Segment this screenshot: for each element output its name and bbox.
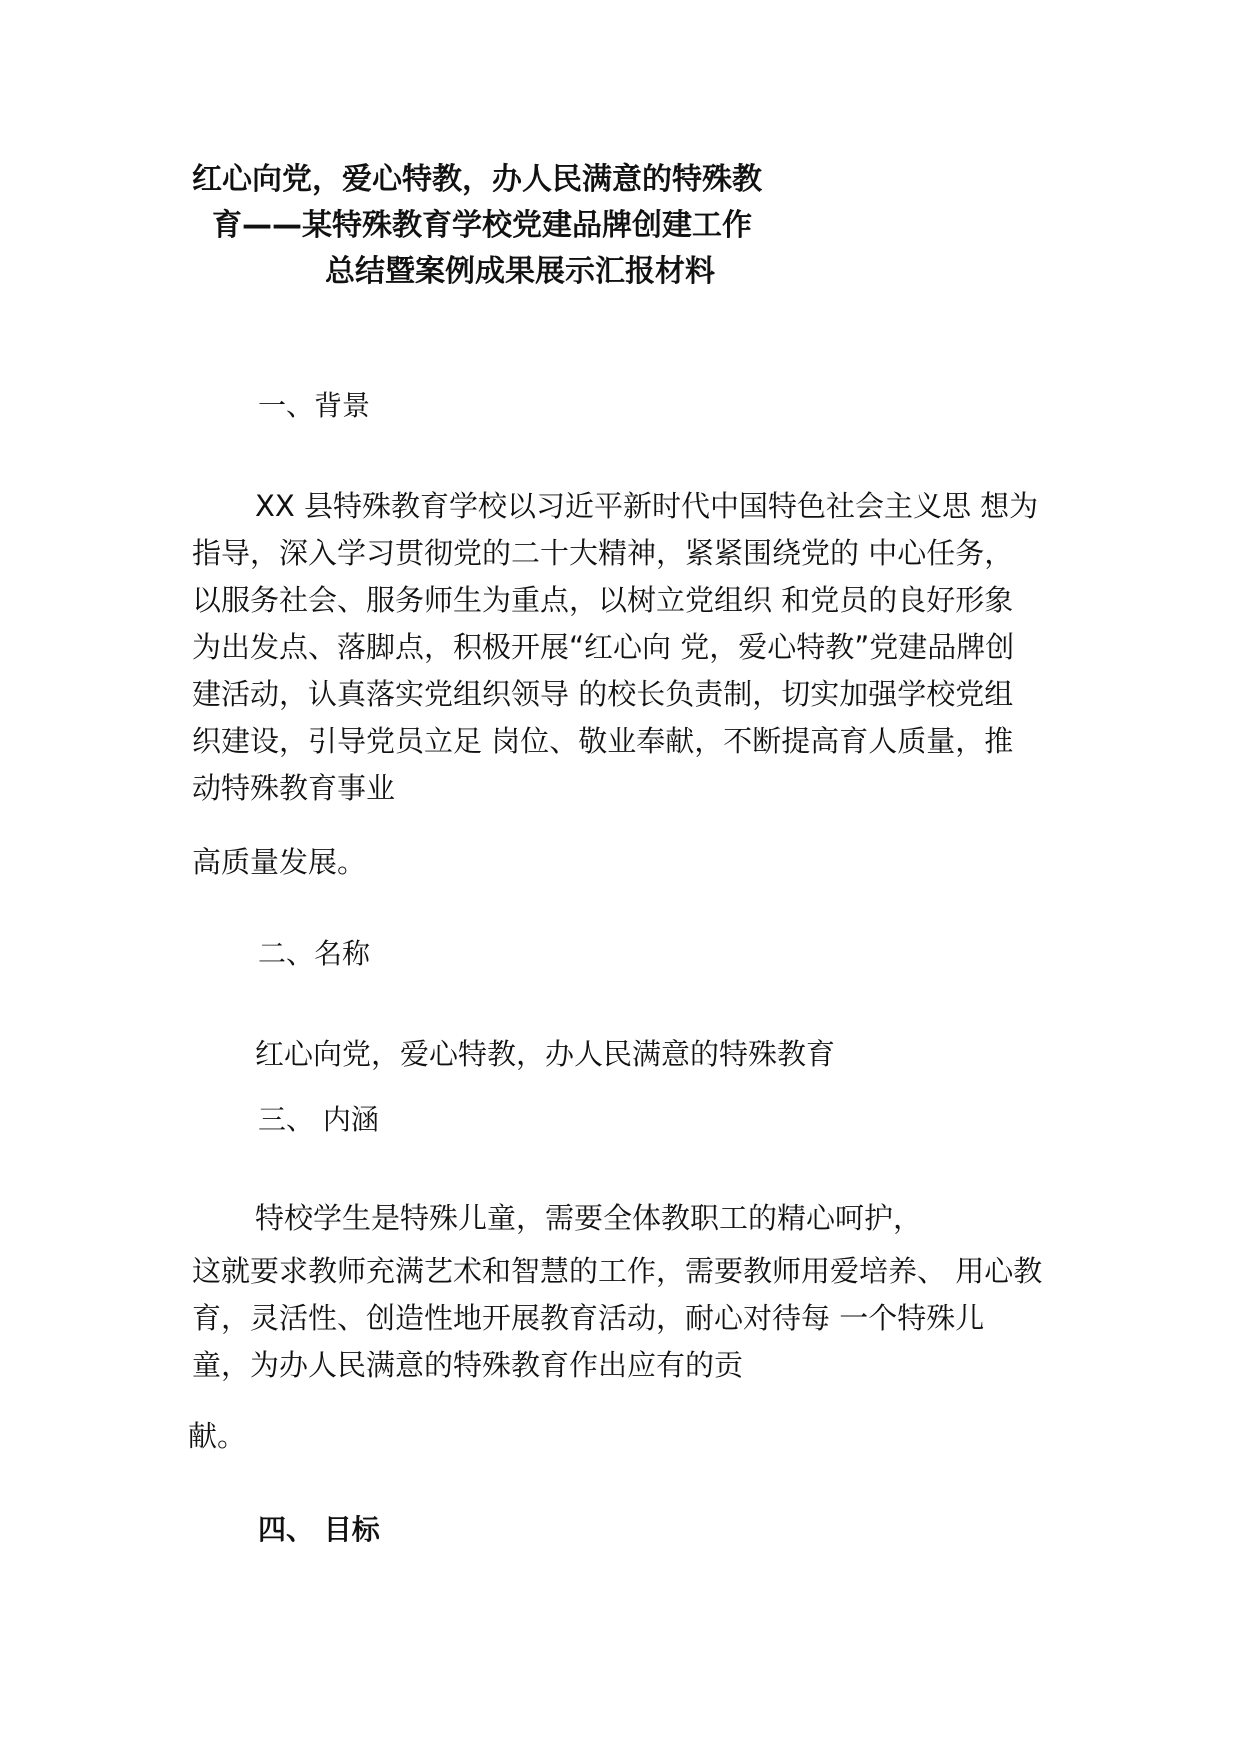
paragraph-line: 指导，深入学习贯彻党的二十大精神，紧紧围绕党的 中心任务， [192,536,1014,570]
paragraph-line: 童，为办人民满意的特殊教育作出应有的贡 [192,1348,744,1382]
paragraph-line: 以服务社会、服务师生为重点，以树立党组织 和党员的良好形象 [192,583,1014,617]
section-3-tail: 献。 [188,1419,247,1453]
title-line-2: 育——某特殊教育学校党建品牌创建工作 [212,208,752,243]
section-1-paragraph [192,486,1072,815]
paragraph-line: 动特殊教育事业 [192,771,396,805]
section-2-text: 红心向党，爱心特教，办人民满意的特殊教育 [255,1037,836,1071]
section-1-tail: 高质量发展。 [192,845,367,879]
paragraph-line: 为出发点、落脚点，积极开展“红心向 党，爱心特教”党建品牌创 [192,630,1015,664]
section-1-heading: 一、背景 [258,389,371,422]
section-3-heading: 三、 内涵 [258,1103,379,1136]
paragraph-line: 特校学生是特殊儿童，需要全体教职工的精心呵护， [255,1201,923,1235]
paragraph-line: 建活动，认真落实党组织领导 的校长负责制，切实加强学校党组 [192,677,1014,711]
section-4-heading: 四、 目标 [258,1513,380,1546]
section-3-paragraph [192,1198,1072,1392]
section-2-heading: 二、名称 [258,937,371,970]
paragraph-line: 育，灵活性、创造性地开展教育活动，耐心对待每 一个特殊儿 [192,1301,985,1335]
paragraph-line: 织建设，引导党员立足 岗位、敬业奉献，不断提高育人质量，推 [192,724,1014,758]
paragraph-line: XX 县特殊教育学校以习近平新时代中国特色社会主义思 想为 [255,489,1039,523]
title-line-3: 总结暨案例成果展示汇报材料 [325,254,715,289]
title-line-1: 红心向党，爱心特教，办人民满意的特殊教 [192,162,762,197]
paragraph-line: 这就要求教师充满艺术和智慧的工作，需要教师用爱培养、 用心教 [192,1254,1043,1288]
